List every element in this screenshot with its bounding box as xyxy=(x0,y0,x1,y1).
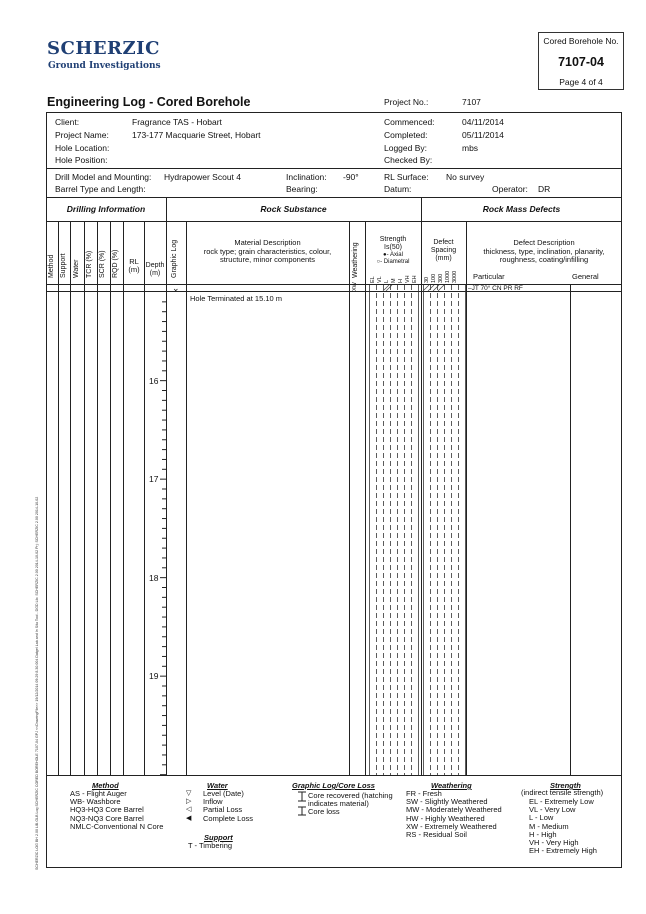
strength-title: Strength xyxy=(379,236,407,243)
termination-note: Hole Terminated at 15.10 m xyxy=(190,294,282,303)
col-depth-label: Depth xyxy=(145,262,165,269)
col-defect-description xyxy=(466,239,622,265)
col-rl-label: RL xyxy=(129,257,139,266)
barrel-label: Barrel Type and Length: xyxy=(55,184,146,194)
first-row-defect-text: JT 70° CN PR RF xyxy=(471,285,523,292)
project-no-value: 7107 xyxy=(462,97,481,107)
checked-by-label: Checked By: xyxy=(384,155,433,165)
col-rl xyxy=(124,258,144,274)
graphic-log-marker: ⌄ xyxy=(172,283,180,293)
defect-desc-sub1: thickness, type, inclination, planarity, xyxy=(483,246,605,256)
legend-graphic-title: Graphic Log/Core Loss xyxy=(292,781,375,790)
drill-model-value: Hydrapower Scout 4 xyxy=(164,172,242,182)
strength-scale-label: VH xyxy=(405,275,411,283)
col-water: Water xyxy=(73,259,80,278)
col-weathering: Weathering xyxy=(352,242,359,278)
completed-value: 05/11/2014 xyxy=(462,130,504,140)
legend-support-item: T - Timbering xyxy=(188,841,233,850)
project-name-label: Project Name: xyxy=(55,130,109,140)
defect-desc-title: Defect Description xyxy=(513,238,575,247)
legend-weathering-items xyxy=(406,790,502,839)
legend-weathering-item: MW - Moderately Weathered xyxy=(406,805,502,815)
legend-method-title: Method xyxy=(92,781,119,790)
col-graphic-log: Graphic Log xyxy=(171,239,178,278)
legend-graphic-item: indicates material) xyxy=(308,799,369,809)
borehole-box-label: Cored Borehole No. xyxy=(543,36,619,46)
legend-water-items xyxy=(203,790,253,823)
col-rqd: RQD (%) xyxy=(112,249,119,278)
depth-tick-label: 16 xyxy=(149,375,159,386)
rl-surface-value: No survey xyxy=(446,172,485,182)
client-label: Client: xyxy=(55,117,80,127)
spacing-scale-label: 3000 xyxy=(452,270,458,283)
strength-sub: Is(50) xyxy=(384,244,402,251)
inclination-value: -90° xyxy=(343,172,359,182)
spacing-scale-label: 1000 xyxy=(445,270,451,283)
completed-label: Completed: xyxy=(384,130,428,140)
material-sub2: structure, minor components xyxy=(219,255,316,264)
commenced-label: Commenced: xyxy=(384,117,435,127)
spacing-scale-label: 300 xyxy=(438,273,444,283)
legend-method-item: AS - Flight Auger xyxy=(70,789,127,798)
legend-strength-item: H - High xyxy=(529,829,557,839)
depth-tick-label: 19 xyxy=(149,671,159,682)
legend-strength-sub: (indirect tensile strength) xyxy=(521,788,604,797)
logged-by-value: mbs xyxy=(462,143,479,153)
defect-spacing-unit: (mm) xyxy=(435,255,452,262)
col-general: General xyxy=(572,272,599,281)
col-defect-spacing xyxy=(421,239,466,263)
col-depth-unit: (m) xyxy=(149,270,161,277)
legend-weathering-item: RS - Residual Soil xyxy=(406,830,467,840)
col-scr: SCR (%) xyxy=(99,250,106,278)
legend-strength-items xyxy=(529,798,597,855)
complete-loss-icon: ◀ xyxy=(186,814,192,822)
strength-scale-label: H xyxy=(398,279,404,283)
depth-tick-label: 18 xyxy=(149,572,159,583)
legend-method-item: WB- Washbore xyxy=(70,797,121,807)
borehole-number: 7107-04 xyxy=(558,55,604,69)
legend-strength-item: EH - Extremely High xyxy=(529,846,597,856)
strength-scale-label: M xyxy=(391,278,397,283)
water-level-icon: ▽ xyxy=(186,790,192,797)
col-rl-unit: (m) xyxy=(128,265,140,274)
section-drilling-information: Drilling Information xyxy=(66,204,146,214)
axial-key: ●- Axial xyxy=(383,252,403,258)
legend-method-item: NQ3-NQ3 Core Barrel xyxy=(70,813,144,823)
spacing-scale-label: 30 xyxy=(424,276,430,283)
defect-spacing-title2: Spacing xyxy=(430,247,457,254)
legend-strength-item: EL - Extremely Low xyxy=(529,797,594,806)
project-name-value: 173-177 Macquarie Street, Hobart xyxy=(132,130,261,140)
material-sub1: rock type; grain characteristics, colour, xyxy=(203,246,332,256)
section-rock-substance: Rock Substance xyxy=(260,204,327,214)
strength-scale-label: EL xyxy=(370,276,376,283)
hole-position-label: Hole Position: xyxy=(55,155,108,165)
col-tcr: TCR (%) xyxy=(86,250,93,278)
col-material-description xyxy=(186,239,349,265)
datum-label: Datum: xyxy=(384,184,412,194)
operator-label: Operator: xyxy=(492,184,528,194)
legend-water-item: Level (Date) xyxy=(203,789,244,798)
operator-value: DR xyxy=(538,184,551,194)
legend-strength-title: Strength xyxy=(550,781,581,790)
side-file-note: SCHERZIC LOG BH 2.00 LIB.GLB Log SCHERZIC CORED BOREHOLE 7107-04 GPJ <<DrawingFile>> 19/12/2014 09:29 8.30.004 Datgel Lab and In Situ Tool - DGD Lib: SCHERZIC 2.00 2014-10-02 Prj: SCHERZIC 2.00 2014-10-02 xyxy=(35,496,39,870)
legend-weathering-item: XW - Extremely Weathered xyxy=(406,821,497,831)
inclination-label: Inclination: xyxy=(286,172,327,182)
legend-weathering-title: Weathering xyxy=(431,781,472,790)
defect-spacing-title: Defect xyxy=(433,239,454,246)
legend-water-item: Inflow xyxy=(203,797,223,807)
client-value: Fragrance TAS - Hobart xyxy=(132,117,222,127)
depth-tick-label: 17 xyxy=(149,474,159,485)
legend-water-item: Partial Loss xyxy=(203,805,243,815)
legend-method-items xyxy=(70,790,163,831)
diametral-key: ○- Diametral xyxy=(376,259,410,265)
logged-by-label: Logged By: xyxy=(384,143,428,153)
drill-model-label: Drill Model and Mounting: xyxy=(55,172,152,182)
col-particular: Particular xyxy=(473,272,505,281)
legend-support-title: Support xyxy=(204,833,233,842)
bearing-label: Bearing: xyxy=(286,184,318,194)
legend-strength-item: M - Medium xyxy=(529,821,569,831)
legend-graphic-item: Core loss xyxy=(308,807,340,817)
col-strength xyxy=(365,236,421,266)
legend-weathering-item: FR - Fresh xyxy=(406,789,442,798)
col-method: Method xyxy=(48,254,55,278)
page-indicator: Page 4 of 4 xyxy=(559,77,603,87)
legend-strength-item: VL - Very Low xyxy=(529,805,576,815)
spacing-scale-label: 100 xyxy=(431,273,437,283)
section-rock-mass-defects: Rock Mass Defects xyxy=(482,204,561,214)
legend-method-item: HQ3-HQ3 Core Barrel xyxy=(70,805,144,815)
hole-location-label: Hole Location: xyxy=(55,143,110,153)
defect-desc-sub2: roughness, coating/infilling xyxy=(499,255,589,264)
legend-weathering-item: SW - Slightly Weathered xyxy=(406,797,488,807)
first-row-defect: –JT 70° CN PR RF xyxy=(468,285,523,292)
first-row-weathering: XW xyxy=(352,282,358,291)
partial-loss-icon: ◁ xyxy=(186,806,192,814)
strength-scale-label: VL xyxy=(377,276,383,283)
col-depth xyxy=(144,262,166,278)
company-logo: SCHERZIC xyxy=(47,38,160,59)
legend-water-title: Water xyxy=(207,781,228,790)
company-tagline: Ground Investigations xyxy=(48,61,161,71)
strength-scale-label: L xyxy=(384,279,390,283)
inflow-icon: ▷ xyxy=(186,798,192,806)
rl-surface-label: RL Surface: xyxy=(384,172,429,182)
legend-method-item: NMLC-Conventional N Core xyxy=(70,821,164,831)
page-title: Engineering Log - Cored Borehole xyxy=(47,95,251,109)
legend-graphic-items xyxy=(308,792,393,817)
legend-strength-item: VH - Very High xyxy=(529,838,579,848)
legend-graphic-item: Core recovered (hatching xyxy=(308,791,393,800)
material-title: Material Description xyxy=(234,238,301,247)
core-recovered-icon xyxy=(296,791,308,817)
legend-strength-item: L - Low xyxy=(529,813,554,823)
strength-scale-label: EH xyxy=(412,275,418,283)
legend-weathering-item: HW - Highly Weathered xyxy=(406,813,485,823)
legend-water-symbols xyxy=(186,790,200,823)
col-support: Support xyxy=(60,253,67,278)
project-no-label: Project No.: xyxy=(384,97,429,107)
commenced-value: 04/11/2014 xyxy=(462,117,504,127)
legend-water-item: Complete Loss xyxy=(203,813,254,823)
